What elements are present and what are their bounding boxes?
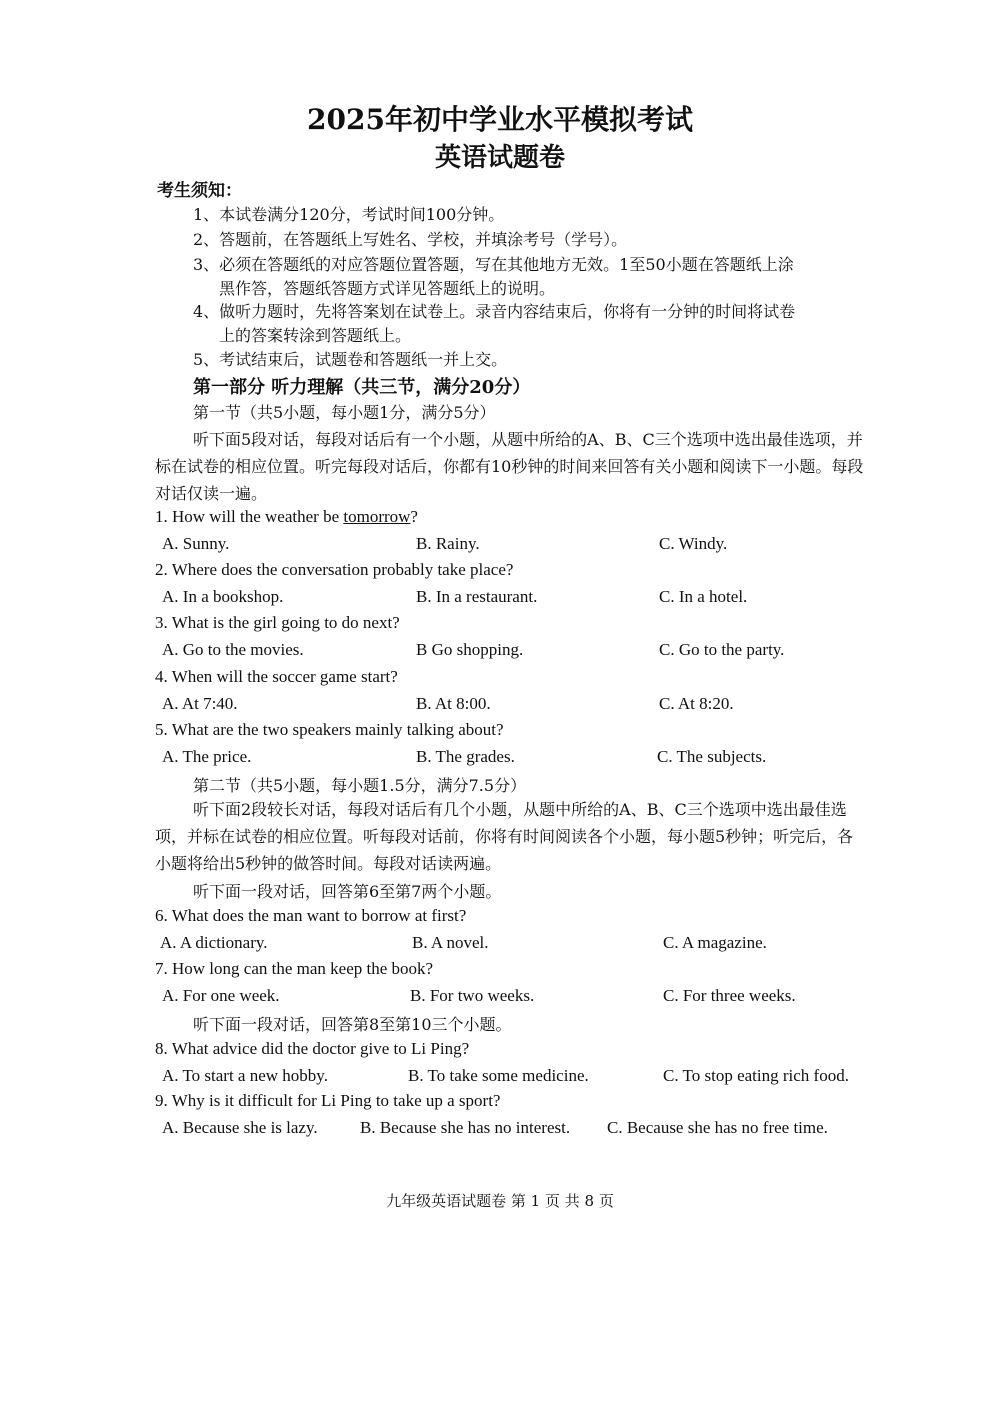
question-1: 1. How will the weather be tomorrow?	[155, 507, 418, 526]
notice-item: 2、答题前，在答题纸上写姓名、学校，并填涂考号（学号）。	[193, 230, 628, 249]
q4-option-a[interactable]: A. At 7:40.	[162, 694, 238, 713]
notice-item: 5、考试结束后，试题卷和答题纸一并上交。	[193, 350, 508, 369]
q5-option-b[interactable]: B. The grades.	[416, 747, 515, 766]
dialog-note-1: 听下面一段对话，回答第6至第7两个小题。	[193, 882, 502, 901]
dialog-note-2: 听下面一段对话，回答第8至第10三个小题。	[193, 1015, 512, 1034]
section1-instruction: 听下面5段对话，每段对话后有一个小题，从题中所给的A、B、C三个选项中选出最佳选项，并标在试卷的相应位置。听完每段对话后，你都有10秒钟的时间来回答有关小题和阅读下一小题。每段对话仅读一遍。	[155, 430, 864, 503]
q6-option-b[interactable]: B. A novel.	[412, 933, 489, 952]
q8-option-a[interactable]: A. To start a new hobby.	[162, 1066, 328, 1085]
q5-option-c[interactable]: C. The subjects.	[657, 747, 767, 766]
q9-option-c[interactable]: C. Because she has no free time.	[607, 1118, 828, 1137]
q7-option-a[interactable]: A. For one week.	[162, 986, 280, 1005]
q3-option-c[interactable]: C. Go to the party.	[659, 640, 785, 659]
question-3: 3. What is the girl going to do next?	[155, 613, 400, 632]
section2-heading: 第二节（共5小题，每小题1.5分，满分7.5分）	[193, 776, 527, 795]
notice-item: 1、本试卷满分120分，考试时间100分钟。	[193, 205, 505, 224]
q3-option-a[interactable]: A. Go to the movies.	[162, 640, 304, 659]
notice-item: 3、必须在答题纸的对应答题位置答题，写在其他地方无效。1至50小题在答题纸上涂	[193, 255, 794, 274]
notice-item: 4、做听力题时，先将答案划在试卷上。录音内容结束后，你将有一分钟的时间将试卷	[193, 302, 796, 321]
question-8: 8. What advice did the doctor give to Li Ping?	[155, 1039, 470, 1058]
question-6: 6. What does the man want to borrow at first?	[155, 906, 467, 925]
q8-option-b[interactable]: B. To take some medicine.	[408, 1066, 589, 1085]
exam-title: 2025年初中学业水平模拟考试	[307, 103, 693, 136]
notice-item: 黑作答，答题纸答题方式详见答题纸上的说明。	[219, 279, 556, 298]
q9-option-b[interactable]: B. Because she has no interest.	[360, 1118, 571, 1137]
q9-option-a[interactable]: A. Because she is lazy.	[162, 1118, 318, 1137]
q2-option-a[interactable]: A. In a bookshop.	[162, 587, 284, 606]
exam-subtitle: 英语试题卷	[434, 143, 565, 173]
part1-heading: 第一部分 听力理解（共三节，满分20分）	[193, 377, 531, 398]
q5-option-a[interactable]: A. The price.	[162, 747, 252, 766]
q8-option-c[interactable]: C. To stop eating rich food.	[663, 1066, 849, 1085]
q6-option-c[interactable]: C. A magazine.	[663, 933, 767, 952]
section2-instruction: 听下面2段较长对话，每段对话后有几个小题，从题中所给的A、B、C三个选项中选出最佳选项，并标在试卷的相应位置。听每段对话前，你将有时间阅读各个小题，每小题5秒钟；听完后，各小题将给出5秒钟的做答时间。每段对话读两遍。	[155, 800, 854, 873]
question-9: 9. Why is it difficult for Li Ping to take up a sport?	[155, 1091, 501, 1110]
q4-option-c[interactable]: C. At 8:20.	[659, 694, 734, 713]
section1-heading: 第一节（共5小题，每小题1分，满分5分）	[193, 403, 496, 422]
page-footer: 九年级英语试题卷 第 1 页 共 8 页	[386, 1192, 614, 1210]
q3-option-b[interactable]: B Go shopping.	[416, 640, 524, 659]
q1-option-c[interactable]: C. Windy.	[659, 534, 728, 553]
notice-heading: 考生须知：	[157, 181, 242, 201]
q6-option-a[interactable]: A. A dictionary.	[160, 933, 268, 952]
q4-option-b[interactable]: B. At 8:00.	[416, 694, 491, 713]
q1-option-b[interactable]: B. Rainy.	[416, 534, 480, 553]
question-4: 4. When will the soccer game start?	[155, 667, 398, 686]
question-7: 7. How long can the man keep the book?	[155, 959, 434, 978]
q7-option-b[interactable]: B. For two weeks.	[410, 986, 535, 1005]
question-2: 2. Where does the conversation probably take place?	[155, 560, 514, 579]
q1-option-a[interactable]: A. Sunny.	[162, 534, 230, 553]
q7-option-c[interactable]: C. For three weeks.	[663, 986, 796, 1005]
question-5: 5. What are the two speakers mainly talking about?	[155, 720, 504, 739]
q2-option-b[interactable]: B. In a restaurant.	[416, 587, 538, 606]
notice-item: 上的答案转涂到答题纸上。	[219, 326, 412, 345]
q2-option-c[interactable]: C. In a hotel.	[659, 587, 748, 606]
